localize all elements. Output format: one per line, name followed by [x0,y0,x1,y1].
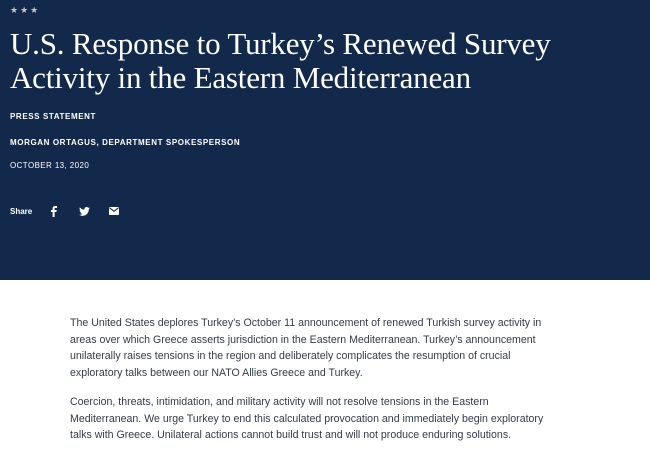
share-label: Share [10,206,33,216]
page-title: U.S. Response to Turkey’s Renewed Survey Activity in the Eastern Mediterranean [10,26,551,95]
twitter-icon[interactable] [78,205,90,217]
stars-logo: ★★★ [10,6,41,16]
body-paragraph: Coercion, threats, intimidation, and military activity will not resolve tensions in the Eastern Mediterranean. We urge Turkey to end this calculated provocation and immediately begin exploratory talks with Greece. Unilateral actions cannot build trust and will not produce enduring solutions. [70,396,544,441]
statement-body [70,315,555,457]
facebook-icon[interactable] [48,205,60,217]
share-bar [10,204,138,218]
statement-type: PRESS STATEMENT [10,112,97,121]
author-line: MORGAN ORTAGUS, DEPARTMENT SPOKESPERSON [10,138,241,147]
email-icon[interactable] [108,205,120,217]
body-paragraph: The United States deplores Turkey’s October 11 announcement of renewed Turkish survey activity in areas over which Greece asserts jurisdiction in the Eastern Mediterranean. Turkey’s announcement unilaterally raises tensions in the region and deliberately complicates the resumption of crucial exploratory talks between our NATO Allies Greece and Turkey. [70,317,542,379]
publish-date: OCTOBER 13, 2020 [10,161,90,170]
